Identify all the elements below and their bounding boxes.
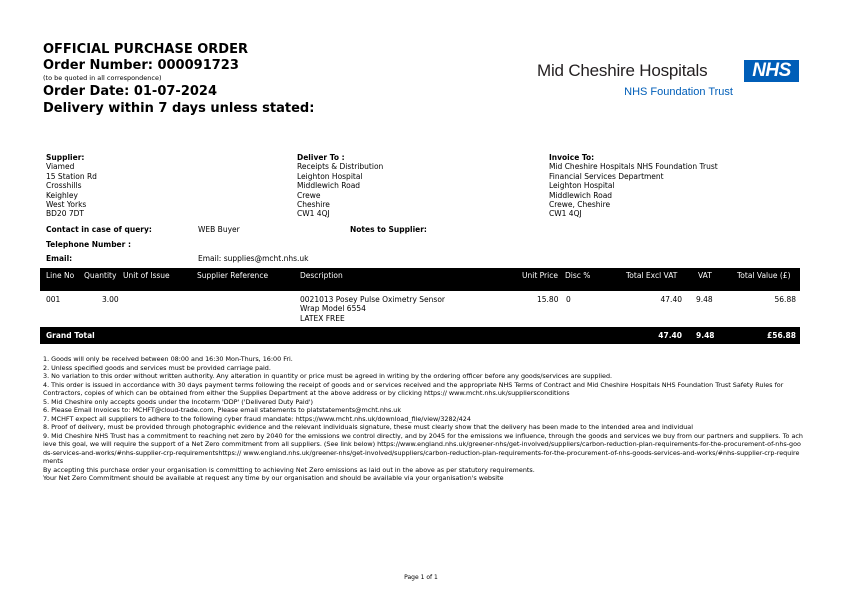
deliver-to-line: CW1 4QJ: [297, 209, 330, 219]
col-quantity: Quantity: [84, 271, 117, 280]
invoice-to-line: Middlewich Road: [549, 190, 613, 200]
deliver-to-line: Cheshire: [297, 200, 330, 210]
row-description: [300, 295, 445, 323]
row-quantity: 3.00: [102, 295, 119, 304]
col-vat: VAT: [698, 271, 712, 280]
note-item: By accepting this purchase order your organisation is committing to achieving Net Zero emissions as laid out in the above as per statutory requirements.: [43, 465, 535, 474]
supplier-block: [46, 153, 97, 219]
document-title: OFFICIAL PURCHASE ORDER: [43, 42, 248, 57]
page-number: Page 1 of 1: [404, 574, 438, 581]
supplier-line: Crosshills: [46, 181, 82, 191]
invoice-to-label: Invoice To:: [549, 153, 595, 162]
email-value[interactable]: Email: supplies@mcht.nhs.uk: [198, 254, 309, 263]
invoice-to-line: Mid Cheshire Hospitals NHS Foundation Trust: [549, 162, 718, 172]
col-supplier-reference: Supplier Reference: [197, 271, 269, 280]
col-disc: Disc %: [565, 271, 591, 280]
invoice-to-line: CW1 4QJ: [549, 209, 582, 219]
quote-note: (to be quoted in all correspondence): [43, 74, 162, 82]
trust-logo-subtitle: NHS Foundation Trust: [624, 86, 733, 98]
col-unit-price: Unit Price: [522, 271, 558, 280]
supplier-line: West Yorks: [46, 200, 87, 210]
col-total-value: Total Value (£): [737, 271, 791, 280]
supplier-line: BD20 7DT: [46, 209, 84, 219]
order-number: Order Number: 000091723: [43, 58, 239, 73]
email-label: Email:: [46, 254, 73, 263]
note-item: 9. Mid Cheshire NHS Trust has a commitment to reaching net zero by 2040 for the emissions we control directly, and by 2045 for the emissions we influence, through the goods and services we buy from our partners and suppliers. To achieve this goal, we will require the support of a Net Zero commitment from all suppliers. (See link below) https://www.england.nhs.uk/greener-nhs/get-involved/suppliers/carbon-reduction-plan-requirements-for-the-procurement-of-nhs-goods-services-and-works/#nhs-supplier-crp-requirementshttps:// www.england.nhs.uk/greener-nhs/get-involved/suppliers/carbon-reduction-plan-requirements-for-the-procurement-of-nhs-goods-services-and-works/#nhs-supplier-crp-requirements: [43, 431, 803, 465]
note-item: Your Net Zero Commitment should be available at request any time by our organisation and should be available via your organisation's website: [43, 474, 504, 482]
grand-total-excl-vat: 47.40: [658, 331, 682, 340]
note-item: 7. MCHFT expect all suppliers to adhere to the following cyber fraud mandate: https://www.mcht.nhs.uk/download_file/view/3282/424: [43, 414, 471, 423]
col-total-excl-vat: Total Excl VAT: [626, 271, 678, 280]
supplier-line: Viamed: [46, 162, 75, 172]
order-date: Order Date: 01-07-2024: [43, 84, 217, 99]
row-line: 001: [46, 295, 61, 304]
deliver-to-line: Crewe: [297, 190, 321, 200]
deliver-to-line: Leighton Hospital: [297, 171, 363, 181]
col-line-no: Line No: [46, 271, 75, 280]
deliver-to-line: Receipts & Distribution: [297, 162, 384, 172]
note-item: 3. No variation to this order without written authority. Any alteration in quantity or price must be agreed in writing by the ordering officer before any goods/services are supplied.: [43, 372, 613, 380]
supplier-line: Keighley: [46, 190, 78, 200]
grand-total-label: Grand Total: [46, 331, 95, 340]
row-description-line: 0021013 Posey Pulse Oximetry Sensor: [300, 295, 446, 304]
invoice-to-line: Leighton Hospital: [549, 181, 615, 191]
row-disc: 0: [566, 295, 571, 304]
note-item: 8. Proof of delivery, must be provided through photographic evidence and the relevant individuals signature, these must clearly show that the delivery has been made to the intended area and individual: [43, 423, 693, 431]
trust-logo-name: Mid Cheshire Hospitals: [537, 61, 708, 80]
order-table-header: [40, 268, 800, 291]
note-item: 4. This order is issued in accordance with 30 days payment terms following the receipt of goods and or services received and the appropriate NHS Terms of Contract and Mid Cheshire Hospitals NHS Foundation Trust Safety Rules for Contractors, copies of which can be obtained from either the Supplies Department at the above address or by clicking https:// www.mcht.nhs.uk/suppliersconditions: [43, 380, 784, 397]
supplier-label: Supplier:: [46, 153, 85, 162]
terms-notes: [43, 355, 803, 483]
note-item: 1. Goods will only be received between 08:00 and 16:30 Mon-Thurs, 16:00 Fri.: [43, 355, 293, 363]
grand-total-bar: [40, 327, 800, 344]
row-total-excl-vat: 47.40: [660, 295, 682, 304]
invoice-to-line: Financial Services Department: [549, 171, 664, 181]
deliver-to-label: Deliver To :: [297, 153, 345, 162]
note-item: 5. Mid Cheshire only accepts goods under the Incoterm 'DDP' ('Delivered Duty Paid'): [43, 397, 314, 406]
delivery-terms: Delivery within 7 days unless stated:: [43, 101, 315, 116]
row-vat: 9.48: [696, 295, 713, 304]
row-description-line: LATEX FREE: [300, 313, 345, 323]
row-unit-price: 15.80: [537, 295, 559, 304]
invoice-to-block: [549, 153, 718, 219]
note-item: 2. Unless specified goods and services must be provided carriage paid.: [43, 363, 271, 372]
nhs-logo-badge: NHS: [744, 60, 799, 82]
telephone-label: Telephone Number :: [46, 240, 131, 249]
contact-value: WEB Buyer: [198, 225, 240, 234]
contact-label: Contact in case of query:: [46, 225, 152, 234]
deliver-to-block: [297, 153, 383, 219]
invoice-to-line: Crewe, Cheshire: [549, 200, 611, 210]
col-description: Description: [300, 271, 343, 280]
grand-total-value: £56.88: [767, 331, 796, 340]
note-item: 6. Please Email Invoices to: MCHFT@cloud-trade.com, Please email statements to platstatements@mcht.nhs.uk: [43, 406, 402, 414]
row-description-line: Wrap Model 6554: [300, 304, 366, 314]
supplier-line: 15 Station Rd: [46, 171, 97, 181]
col-unit-of-issue: Unit of Issue: [123, 271, 170, 280]
row-total-value: 56.88: [774, 295, 796, 304]
notes-to-supplier-label: Notes to Supplier:: [350, 225, 427, 234]
deliver-to-line: Middlewich Road: [297, 181, 361, 191]
grand-total-vat: 9.48: [696, 331, 715, 340]
